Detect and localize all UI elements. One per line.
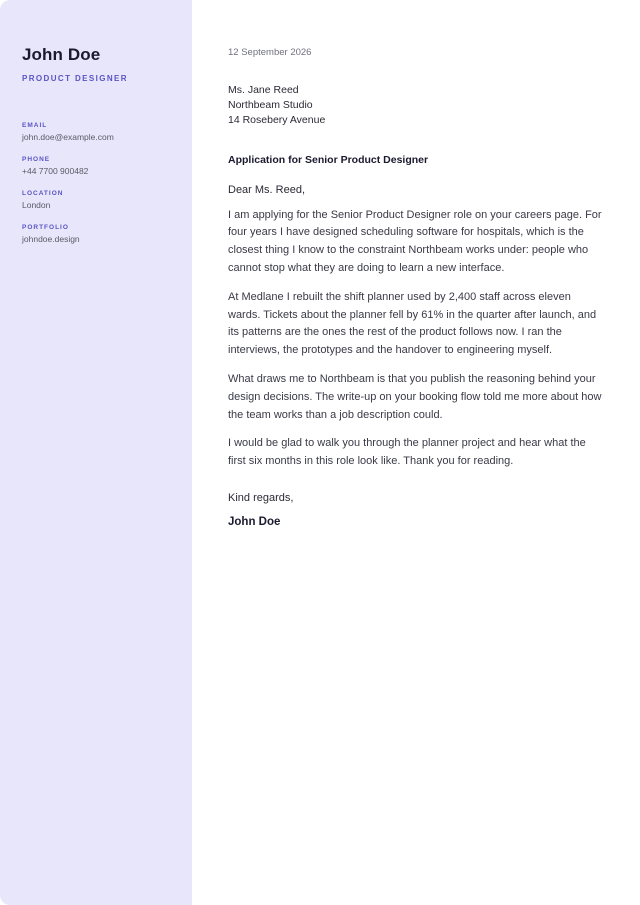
recipient-address: 14 Rosebery Avenue <box>228 114 326 127</box>
contact-email <box>22 121 170 144</box>
contact-list <box>22 121 170 246</box>
applicant-title: PRODUCT DESIGNER <box>22 74 128 83</box>
contact-value: London <box>22 200 51 210</box>
letter-body <box>192 0 640 905</box>
contact-label: LOCATION <box>22 190 64 197</box>
paragraph: At Medlane I rebuilt the shift planner used by 2,400 staff across eleven wards. Tickets about the planner fell by 61% in the quarter after launch, and its patterns are the ones the rest of the product follows now. I ran the interviews, the prototypes and the handover to engineering myself. <box>228 290 597 357</box>
letter-date: 12 September 2026 <box>228 47 312 58</box>
letter-subject: Application for Senior Product Designer <box>228 153 429 166</box>
applicant-name: John Doe <box>22 45 101 64</box>
sidebar <box>0 0 192 905</box>
signature: John Doe <box>228 515 281 528</box>
recipient-company: Northbeam Studio <box>228 99 313 112</box>
contact-value: johndoe.design <box>22 234 80 244</box>
contact-value: +44 7700 900482 <box>22 166 89 176</box>
contact-label: PORTFOLIO <box>22 224 69 231</box>
paragraph: I am applying for the Senior Product Designer role on your careers page. For four years I have designed scheduling software for hospitals, which is the closest thing I know to the constraint Northbeam works under: people who cannot stop what they are doing to learn a new interface. <box>228 208 602 274</box>
paragraph: What draws me to Northbeam is that you publish the reasoning behind your design decisions. The write-up on your booking flow told me more about how the team works than a job description could. <box>228 372 602 421</box>
contact-location <box>22 189 170 212</box>
contact-label: PHONE <box>22 156 51 163</box>
contact-portfolio <box>22 223 170 246</box>
salutation: Dear Ms. Reed, <box>228 183 306 196</box>
paragraph: I would be glad to walk you through the planner project and hear what the first six months in this role look like. Thank you for reading. <box>228 437 586 468</box>
recipient-name: Ms. Jane Reed <box>228 84 299 96</box>
recipient-block <box>228 83 604 129</box>
contact-phone <box>22 155 170 178</box>
closing: Kind regards, <box>228 491 294 504</box>
contact-value: john.doe@example.com <box>22 132 114 142</box>
contact-label: EMAIL <box>22 122 48 129</box>
